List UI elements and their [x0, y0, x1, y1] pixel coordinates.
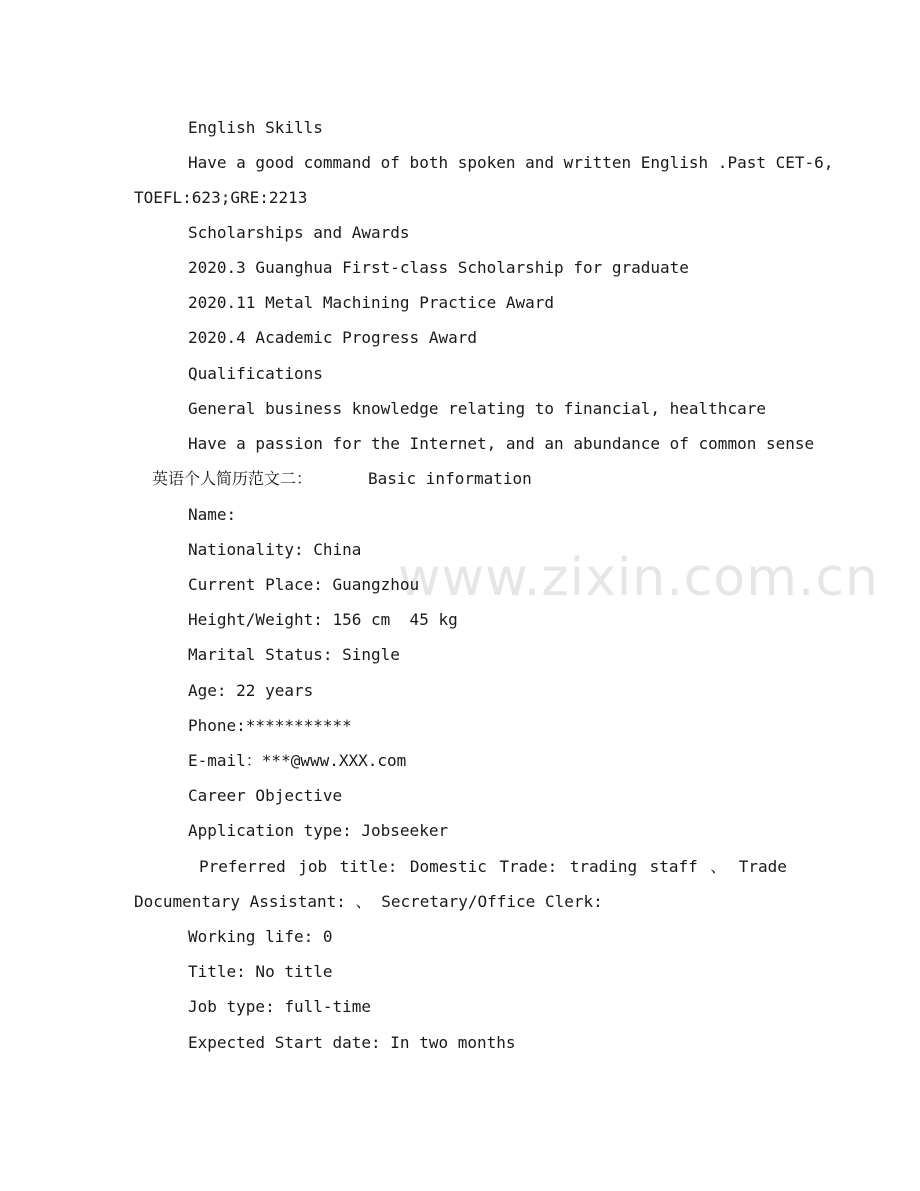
preferred-job-word: Trade: [738, 857, 787, 876]
award-item: 2020.3 Guanghua First-class Scholarship for graduate: [188, 258, 689, 277]
english-skills-text-line-2: TOEFL:623;GRE:2213: [134, 188, 308, 207]
basic-info-heading: Basic information: [368, 469, 532, 488]
section-title: 英语个人简历范文二：: [152, 469, 313, 488]
expected-start-field: Expected Start date: In two months: [188, 1033, 516, 1052]
age-field: Age: 22 years: [188, 681, 314, 700]
phone-field: Phone:***********: [188, 716, 352, 735]
preferred-job-word: 、: [710, 857, 727, 876]
qualifications-heading: Qualifications: [188, 364, 323, 383]
qualification-item: General business knowledge relating to financial, healthcare: [188, 399, 766, 418]
watermark: www.zixin.com.cn: [398, 548, 879, 608]
preferred-job-word: Domestic: [409, 857, 487, 876]
application-type-field: Application type: Jobseeker: [188, 821, 449, 840]
job-type-field: Job type: full-time: [188, 997, 372, 1016]
preferred-job-word: Trade:: [499, 857, 558, 876]
preferred-job-word: Preferred: [199, 857, 286, 876]
english-skills-heading: English Skills: [188, 118, 323, 137]
working-life-field: Working life: 0: [188, 927, 333, 946]
nationality-field: Nationality: China: [188, 540, 362, 559]
preferred-job-line-2: Documentary Assistant: 、 Secretary/Office Clerk:: [134, 892, 603, 911]
email-field: E-mail：***@www.XXX.com: [188, 751, 407, 770]
height-weight-field: Height/Weight: 156 cm 45 kg: [188, 610, 458, 629]
preferred-job-word: title:: [339, 857, 398, 876]
preferred-job-line-1: [199, 857, 787, 877]
qualification-item: Have a passion for the Internet, and an abundance of common sense: [188, 434, 815, 453]
scholarships-heading: Scholarships and Awards: [188, 223, 410, 242]
preferred-job-word: trading: [569, 857, 638, 876]
career-objective-heading: Career Objective: [188, 786, 343, 805]
name-field: Name:: [188, 505, 237, 524]
award-item: 2020.11 Metal Machining Practice Award: [188, 293, 555, 312]
award-item: 2020.4 Academic Progress Award: [188, 328, 477, 347]
preferred-job-word: staff: [649, 857, 698, 876]
preferred-job-word: job: [298, 857, 328, 876]
marital-status-field: Marital Status: Single: [188, 645, 400, 664]
english-skills-text-line-1: Have a good command of both spoken and written English .Past CET-6,: [188, 153, 834, 172]
title-field: Title: No title: [188, 962, 333, 981]
current-place-field: Current Place: Guangzhou: [188, 575, 420, 594]
